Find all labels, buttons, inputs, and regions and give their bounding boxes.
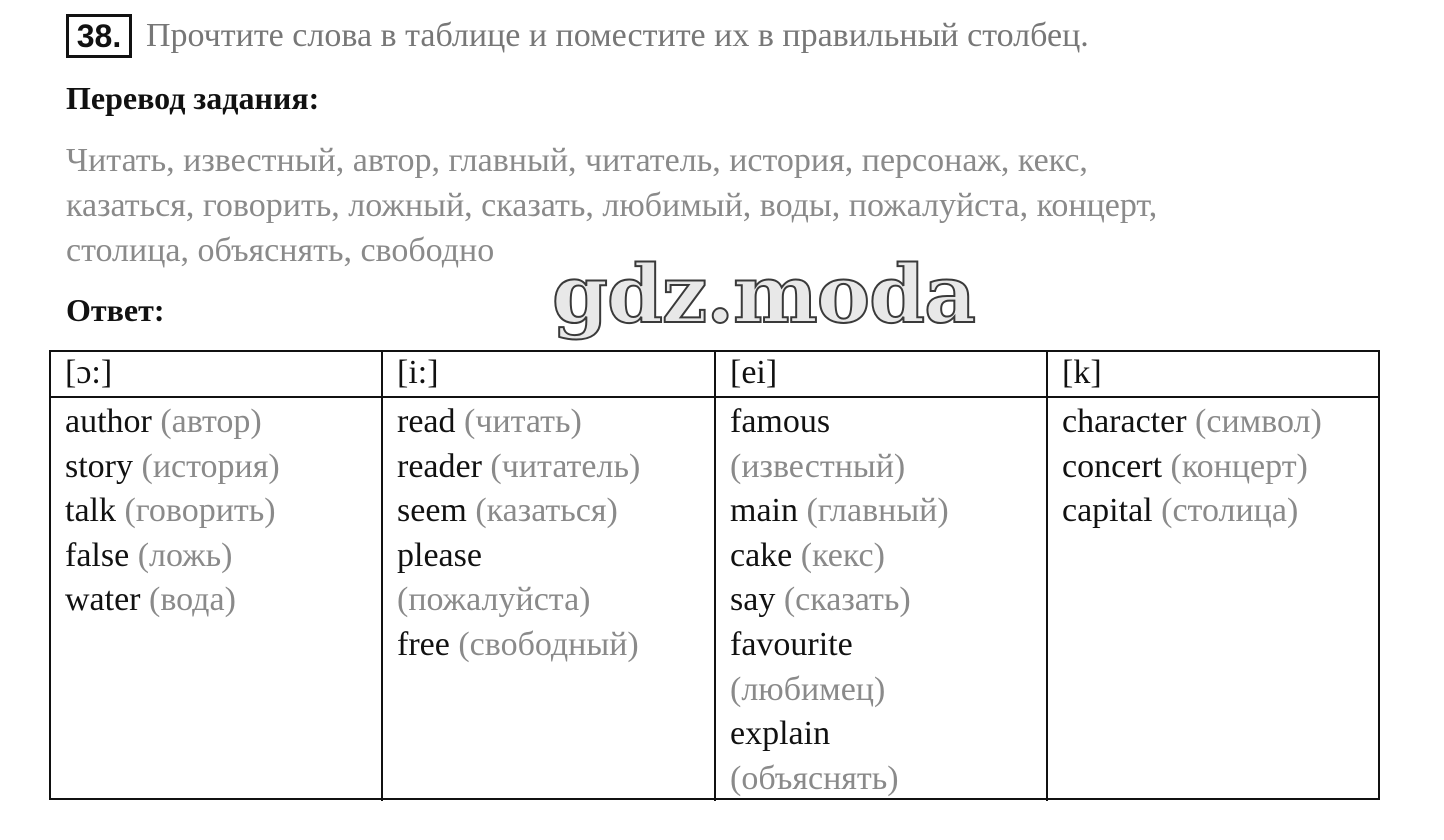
word: story bbox=[65, 447, 133, 485]
word: please bbox=[397, 536, 482, 574]
list-item bbox=[397, 489, 714, 534]
word-translation: (известный) bbox=[730, 447, 906, 485]
list-item bbox=[730, 623, 1046, 712]
list-item bbox=[65, 400, 381, 445]
word: free bbox=[397, 625, 450, 663]
word-translation: (история) bbox=[141, 447, 280, 485]
word-translation: (символ) bbox=[1195, 403, 1322, 440]
list-item bbox=[1062, 445, 1378, 490]
word: say bbox=[730, 581, 776, 619]
list-item bbox=[397, 534, 714, 623]
task-instruction: Прочтите слова в таблице и поместите их в правильный столбец. bbox=[146, 17, 1089, 54]
word-translation: (любимец) bbox=[730, 670, 886, 708]
translation-heading: Перевод задания: bbox=[66, 80, 320, 116]
word: concert bbox=[1062, 447, 1163, 485]
word: talk bbox=[65, 492, 116, 530]
word-translation: (сказать) bbox=[783, 581, 911, 619]
column-header-4: [k] bbox=[1048, 352, 1378, 398]
column-list-1 bbox=[51, 398, 383, 801]
word-translation: (говорить) bbox=[124, 492, 276, 530]
word: seem bbox=[397, 492, 467, 530]
list-item bbox=[730, 400, 1046, 489]
list-item bbox=[1062, 489, 1378, 534]
word: author bbox=[65, 403, 152, 440]
list-item bbox=[65, 534, 381, 579]
column-header-3: [ei] bbox=[716, 352, 1048, 398]
word: explain bbox=[730, 715, 831, 753]
word: main bbox=[730, 492, 798, 530]
word: character bbox=[1062, 403, 1187, 440]
column-list-3 bbox=[716, 398, 1048, 801]
word-translation: (казаться) bbox=[475, 492, 618, 530]
list-item bbox=[730, 712, 1046, 801]
word-translation: (столица) bbox=[1161, 492, 1299, 530]
word-translation: (объяснять) bbox=[730, 759, 899, 797]
list-item bbox=[397, 623, 714, 668]
answer-heading: Ответ: bbox=[66, 292, 165, 328]
word-translation: (ложь) bbox=[137, 536, 233, 574]
word-translation: (главный) bbox=[806, 492, 949, 530]
word: cake bbox=[730, 536, 793, 574]
column-header-2: [i:] bbox=[383, 352, 716, 398]
list-item bbox=[730, 534, 1046, 579]
column-list-4 bbox=[1048, 398, 1378, 801]
translation-line: казаться, говорить, ложный, сказать, любимый, воды, пожалуйста, концерт, bbox=[66, 187, 1158, 224]
list-item bbox=[65, 578, 381, 623]
word: water bbox=[65, 581, 141, 619]
column-header-1: [ɔ:] bbox=[51, 352, 383, 398]
word: reader bbox=[397, 447, 482, 485]
word-translation: (вода) bbox=[149, 581, 236, 619]
word-translation: (кекс) bbox=[800, 536, 885, 574]
translation-line: Читать, известный, автор, главный, читатель, история, персонаж, кекс, bbox=[66, 142, 1088, 179]
list-item bbox=[397, 445, 714, 490]
word: capital bbox=[1062, 492, 1153, 530]
word: false bbox=[65, 536, 130, 574]
task-number: 38. bbox=[66, 14, 132, 58]
list-item bbox=[65, 445, 381, 490]
list-item bbox=[1062, 400, 1378, 445]
word: famous bbox=[730, 403, 831, 440]
word-translation: (автор) bbox=[160, 403, 262, 440]
list-item bbox=[65, 489, 381, 534]
answer-table bbox=[49, 350, 1380, 800]
word-translation: (концерт) bbox=[1170, 447, 1308, 485]
word: favourite bbox=[730, 625, 853, 663]
word-translation: (читать) bbox=[464, 403, 582, 440]
watermark-logo: gdz.moda bbox=[552, 247, 975, 341]
column-list-2 bbox=[383, 398, 716, 801]
word: read bbox=[397, 403, 456, 440]
translation-line: столица, объяснять, свободно bbox=[66, 232, 495, 269]
list-item bbox=[397, 400, 714, 445]
word-translation: (свободный) bbox=[458, 625, 639, 663]
word-translation: (пожалуйста) bbox=[397, 581, 591, 619]
list-item bbox=[730, 578, 1046, 623]
list-item bbox=[730, 489, 1046, 534]
word-translation: (читатель) bbox=[490, 447, 641, 485]
